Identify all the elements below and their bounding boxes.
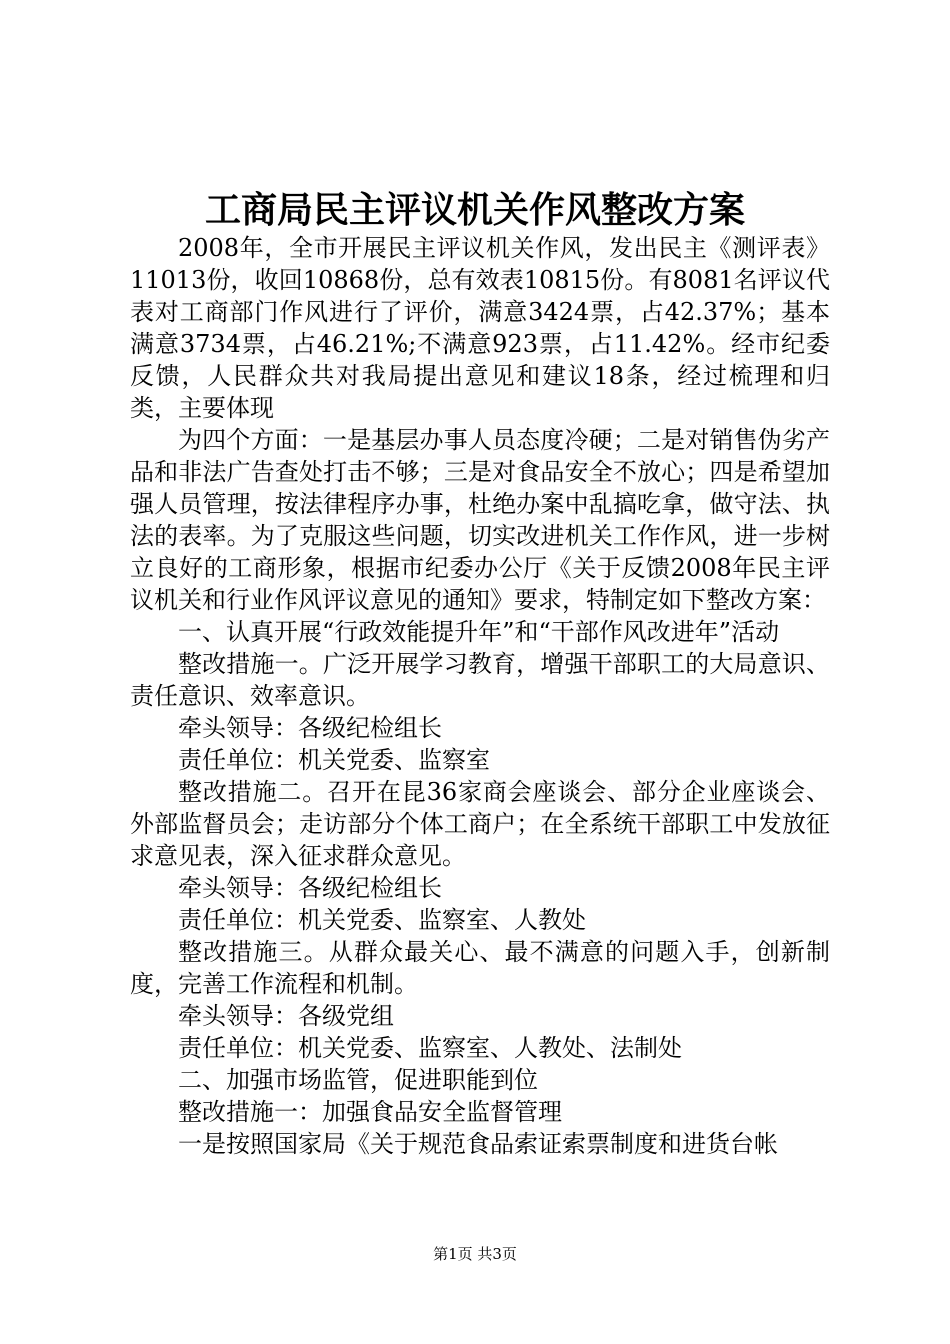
paragraph: 牵头领导：各级党组 xyxy=(178,1002,394,1030)
paragraph: 2008年，全市开展民主评议机关作风，发出民主《测评表》11013份，收回10868份，总有效表10815份。有8081名评议代表对工商部门作风进行了评价，满意3424票，占42.37%；基本满意3734票，占46.21%;不满意923票，占11.42%。经市纪委反馈，人民群众共对我局提出意见和建议18条，经过梳理和归类，主要体现 xyxy=(130,234,830,422)
paragraph: 整改措施一。广泛开展学习教育，增强干部职工的大局意识、责任意识、效率意识。 xyxy=(130,650,830,710)
document-title: 工商局民主评议机关作风整改方案 xyxy=(204,189,745,231)
paragraph: 一是按照国家局《关于规范食品索证索票制度和进货台帐 xyxy=(178,1130,778,1158)
paragraph: 牵头领导：各级纪检组长 xyxy=(178,874,442,902)
paragraph: 为四个方面：一是基层办事人员态度冷硬；二是对销售伪劣产品和非法广告查处打击不够；三是对食品安全不放心；四是希望加强人员管理，按法律程序办事，杜绝办案中乱搞吃拿，做守法、执法的表率。为了克服这些问题，切实改进机关工作作风，进一步树立良好的工商形象，根据市纪委办公厅《关于反馈2008年民主评议机关和行业作风评议意见的通知》要求，特制定如下整改方案： xyxy=(130,426,830,614)
paragraph: 整改措施二。召开在昆36家商会座谈会、部分企业座谈会、外部监督员会；走访部分个体工商户；在全系统干部职工中发放征求意见表，深入征求群众意见。 xyxy=(130,778,830,870)
section-heading: 一、认真开展“行政效能提升年”和“干部作风改进年”活动 xyxy=(178,618,780,646)
paragraph: 责任单位：机关党委、监察室 xyxy=(178,746,490,774)
section-heading: 二、加强市场监管，促进职能到位 xyxy=(178,1066,538,1094)
paragraph: 责任单位：机关党委、监察室、人教处 xyxy=(178,906,586,934)
document-body xyxy=(130,232,830,1160)
paragraph: 责任单位：机关党委、监察室、人教处、法制处 xyxy=(178,1034,682,1062)
paragraph: 整改措施一：加强食品安全监督管理 xyxy=(178,1098,562,1126)
page-footer: 第1页 共3页 xyxy=(433,1245,517,1263)
paragraph: 整改措施三。从群众最关心、最不满意的问题入手，创新制度，完善工作流程和机制。 xyxy=(130,938,830,998)
paragraph: 牵头领导：各级纪检组长 xyxy=(178,714,442,742)
